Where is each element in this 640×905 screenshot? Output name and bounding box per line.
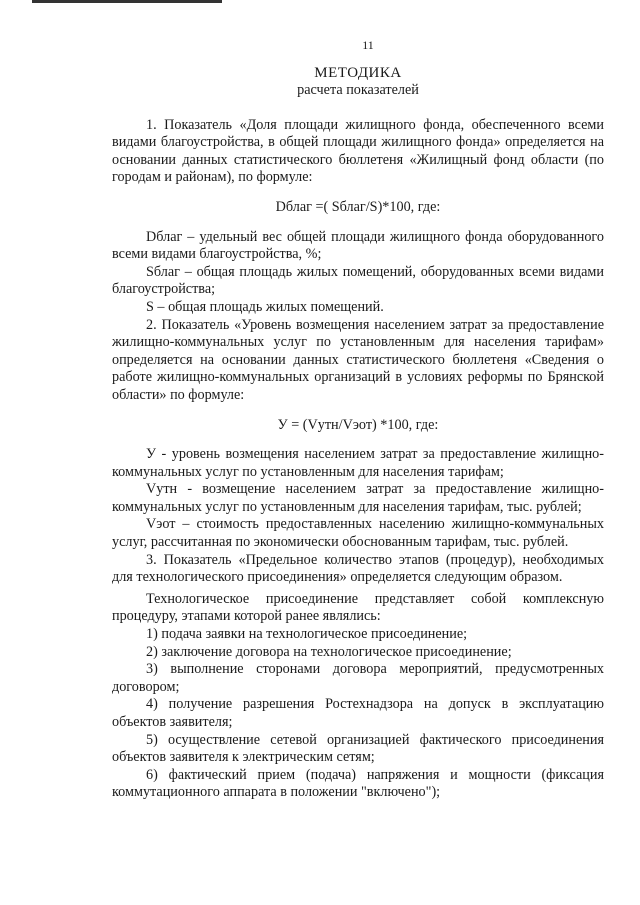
formula-2: У = (Vутн/Vэот) *100, где: — [277, 416, 439, 433]
list-item: 1) подача заявки на технологическое присоединение; — [146, 626, 468, 643]
definition-s: S – общая площадь жилых помещений. — [146, 298, 384, 315]
definition-veot: Vэот – стоимость предоставленных населению жилищно-коммунальных услуг, рассчитанная по экономически обоснованным тарифам, тыс. рублей. — [112, 516, 604, 551]
document-page — [112, 38, 604, 802]
definition-vutn: Vутн - возмещение населением затрат за предоставление жилищно-коммунальных услуг по установленным для населения тарифам, тыс. рублей; — [112, 481, 604, 515]
definition-dblag: Dблаг – удельный вес общей площади жилищного фонда оборудованного всеми видами благоустройства, %; — [112, 228, 604, 263]
paragraph-indicator-1: 1. Показатель «Доля площади жилищного фонда, обеспеченного всеми видами благоустройства, в общей площади жилищного фонда» определяется на основании данных статистического бюллетеня «Жилищный фонд области (по городам и районам), по формуле: — [112, 116, 604, 186]
list-item: 3) выполнение сторонами договора мероприятий, предусмотренных договором; — [112, 661, 604, 695]
list-item: 5) осуществление сетевой организацией фактического присоединения объектов заявителя к электрическим сетям; — [112, 731, 604, 766]
list-item: 6) фактический прием (подача) напряжения и мощности (фиксация коммутационного аппарата в положении "включено"); — [112, 766, 604, 801]
top-scan-rule — [32, 0, 222, 3]
paragraph-indicator-3: 3. Показатель «Предельное количество этапов (процедур), необходимых для технологического присоединения» определяется следующим образом. — [112, 551, 604, 586]
definition-u: У - уровень возмещения населением затрат за предоставление жилищно-коммунальных услуг по установленным для населения тарифам; — [112, 446, 604, 480]
paragraph-tech-connection: Технологическое присоединение представляет собой комплексную процедуру, этапами которой ранее являлись: — [112, 590, 604, 625]
list-item: 4) получение разрешения Ростехнадзора на допуск в эксплуатацию объектов заявителя; — [112, 696, 604, 730]
list-item: 2) заключение договора на технологическое присоединение; — [146, 643, 512, 660]
formula-1: Dблаг =( Sблаг/S)*100, где: — [275, 198, 441, 215]
page-number: 11 — [362, 38, 374, 52]
document-title: МЕТОДИКА — [314, 65, 402, 81]
paragraph-indicator-2: 2. Показатель «Уровень возмещения населением затрат за предоставление жилищно-коммунальных услуг по установленным для населения тарифам» определяется на основании данных статистического бюллетеня «Сведения о работе жилищно-коммунальных организаций в условиях реформы по Брянской области» по формуле: — [112, 316, 604, 403]
document-subtitle: расчета показателей — [297, 82, 419, 98]
definition-sblag: Sблаг – общая площадь жилых помещений, оборудованных всеми видами благоустройства; — [112, 263, 604, 298]
